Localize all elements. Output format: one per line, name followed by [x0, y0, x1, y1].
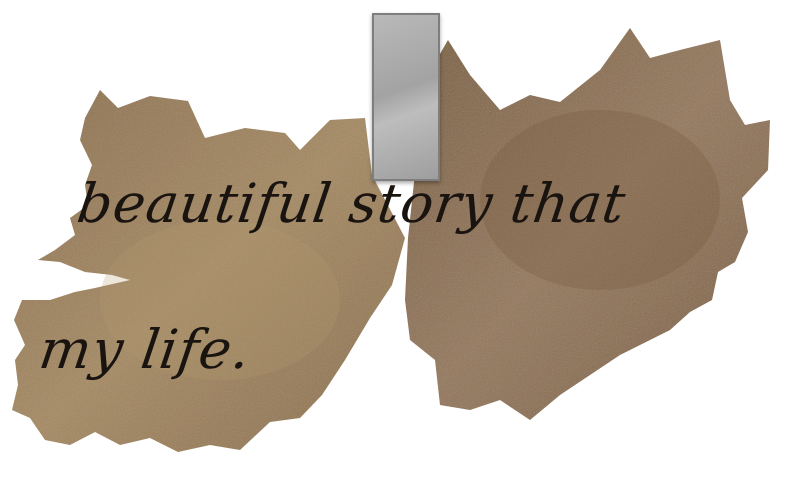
quote-line-2: my life.: [35, 318, 255, 381]
tape-strip: [372, 13, 440, 181]
quote-line-1: beautiful story that: [73, 172, 630, 235]
